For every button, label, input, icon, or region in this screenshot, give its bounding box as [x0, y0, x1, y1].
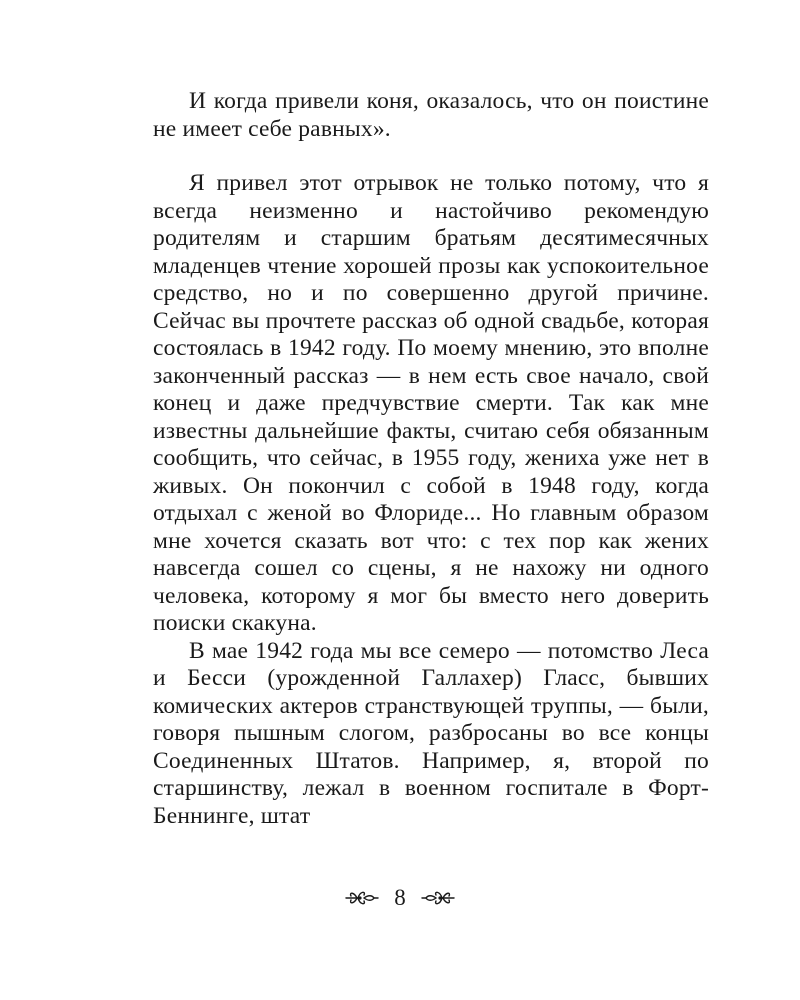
paragraph-3: В мае 1942 года мы все семеро — потомство Леса и Бесси (урожденной Галлахер) Гласс, бывших комических актеров странствующей труппы, — были, говоря пышным слогом, разбросаны во все концы Соединенных Штатов. Например, я, второй по старшинству, лежал в военном госпитале в Форт-Беннинге, штат	[153, 637, 709, 829]
page-footer	[0, 884, 800, 912]
book-page-body	[153, 88, 709, 830]
paragraph-2: Я привел этот отрывок не только потому, что я всегда неизменно и настойчиво рекомендую родителям и старшим братьям десятимесячных младенцев чтение хорошей прозы как успокоительное средство, но и по совершенно другой причине. Сейчас вы прочтете рассказ об одной свадьбе, которая состоялась в 1942 году. По моему мнению, это вполне законченный рассказ — в нем есть свое начало, свой конец и даже предчувствие смерти. Так как мне известны дальнейшие факты, считаю себя обязанным сообщить, что сейчас, в 1955 году, жениха уже нет в живых. Он покончил с собой в 1948 году, когда отдыхал с женой во Флориде... Но главным образом мне хочется сказать вот что: с тех пор как жених навсегда сошел со сцены, я не нахожу ни одного человека, которому я мог бы вместо него доверить поиски скакуна.	[153, 170, 709, 636]
floral-ornament-icon	[420, 887, 456, 909]
page-number: 8	[394, 885, 406, 910]
floral-ornament-icon	[344, 887, 380, 909]
paragraph-1: И когда привели коня, оказалось, что он поистине не имеет себе равных».	[153, 88, 709, 142]
